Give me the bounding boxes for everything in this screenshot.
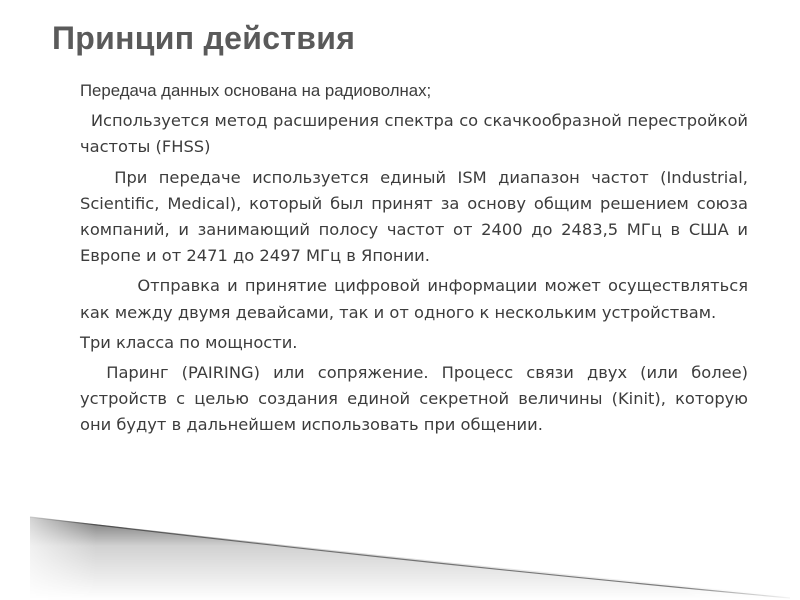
paragraph-power-classes: Три класса по мощности. — [80, 332, 298, 352]
paragraph-fhss: Используется метод расширения спектра со скачкообразной перестройкой частоты (FHSS) — [80, 111, 748, 157]
paragraph-pairing: Паринг (PAIRING) или сопряжение. Процесс связи двух (или более) устройств с целью создания единой секретной величины (Kinit), которую они будут в дальнейшем использовать при общении. — [80, 363, 748, 435]
paragraph-radio-waves: Передача данных основана на радиоволнах; — [80, 81, 432, 100]
paragraph-data-transfer: Отправка и принятие цифровой информации может осуществляться как между двумя девайсами, так и от одного к нескольким устройствам. — [80, 276, 748, 322]
slide-body — [80, 78, 748, 443]
paragraph-ism-band: При передаче используется единый ISM диапазон частот (Industrial, Scientific, Medical), который был принят за основу общим решением союза компаний, и занимающий полосу частот от 2400 до 2483,5 МГц в США и Европе и от 2471 до 2497 МГц в Японии. — [80, 167, 748, 266]
slide-title: Принцип действия — [52, 20, 356, 56]
